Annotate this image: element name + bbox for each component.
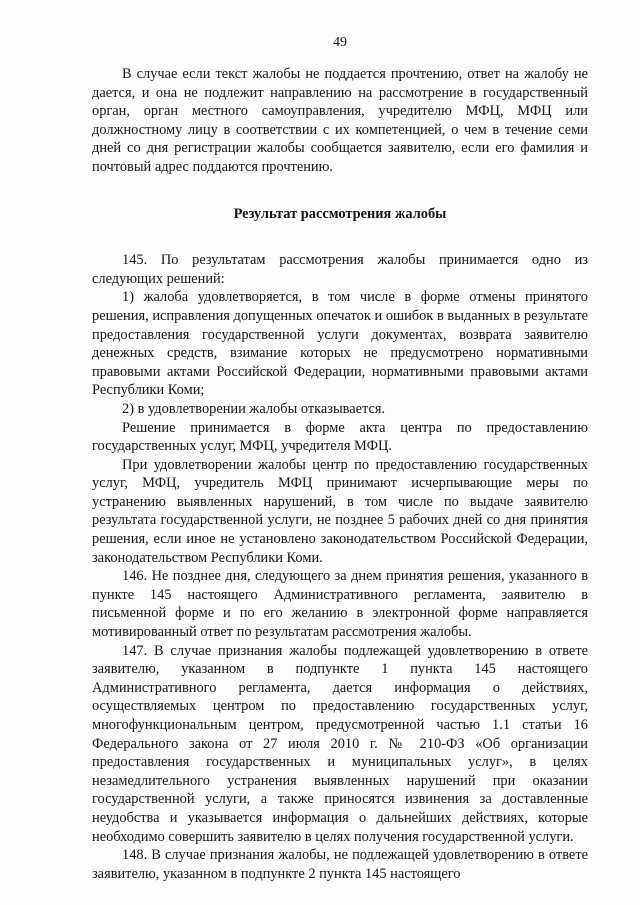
page-number: 49	[333, 35, 347, 50]
paragraph-145: 145. По результатам рассмотрения жалобы принимается одно из следующих решений:	[92, 252, 588, 287]
paragraph-147: 147. В случае признания жалобы подлежащей удовлетворению в ответе заявителю, указанном в подпункте 1 пункта 145 настоящего Административного регламента, дается информация о действиях, осуществляемых центром по предоставлению государственных услуг, многофункциональным центром, предусмотренной частью 1.1 статьи 16 Федерального закона от 27 июля 2010 г. № 210-ФЗ «Об организации предоставления государственных и муниципальных услуг», в целях незамедлительного устранения выявленных нарушений при оказании государственной услуги, а также приносятся извинения за доставленные неудобства и указывается информация о дальнейших действиях, которые необходимо совершить заявителю в целях получения государственной услуги.	[92, 642, 588, 845]
paragraph-decision-form: Решение принимается в форме акта центра по предоставлению государственных услуг, МФЦ, учредителя МФЦ.	[92, 419, 588, 455]
paragraph-unreadable-complaint: В случае если текст жалобы не поддается прочтению, ответ на жалобу не дается, и она не подлежит направлению на рассмотрение в государственный орган, орган местного самоуправления, учредителю МФЦ, МФЦ или должностному лицу в соответствии с их компетенцией, о чем в течение семи дней со дня регистрации жалобы сообщается заявителю, если его фамилия и почтовый адрес поддаются прочтению.	[92, 66, 588, 175]
paragraph-satisfaction-measures: При удовлетворении жалобы центр по предоставлению государственных услуг, МФЦ, учредитель МФЦ принимают исчерпывающие меры по устранению выявленных нарушений, в том числе по выдаче заявителю результата государственной услуги, не позднее 5 рабочих дней со дня принятия решения, если иное не установлено законодательством Российской Федерации, законодательством Республики Коми.	[92, 456, 588, 566]
section-heading: Результат рассмотрения жалобы	[233, 205, 447, 222]
paragraph-146: 146. Не позднее дня, следующего за днем принятия решения, указанного в пункте 145 настоящего Административного регламента, заявителю в письменной форме и по его желанию в электронной форме направляется мотивированный ответ по результатам рассмотрения жалобы.	[92, 568, 588, 641]
paragraph-145-item-1: 1) жалоба удовлетворяется, в том числе в форме отмены принятого решения, исправления допущенных опечаток и ошибок в выданных в результате предоставления государственной услуги документах, возврата заявителю денежных средств, взимание которых не предусмотрено нормативными правовыми актами Российской Федерации, нормативными правовыми актами Республики Коми;	[92, 289, 588, 399]
paragraph-145-item-2: 2) в удовлетворении жалобы отказывается.	[122, 400, 386, 417]
paragraph-148: 148. В случае признания жалобы, не подлежащей удовлетворению в ответе заявителю, указанном в подпункте 2 пункта 145 настоящего	[92, 847, 588, 882]
